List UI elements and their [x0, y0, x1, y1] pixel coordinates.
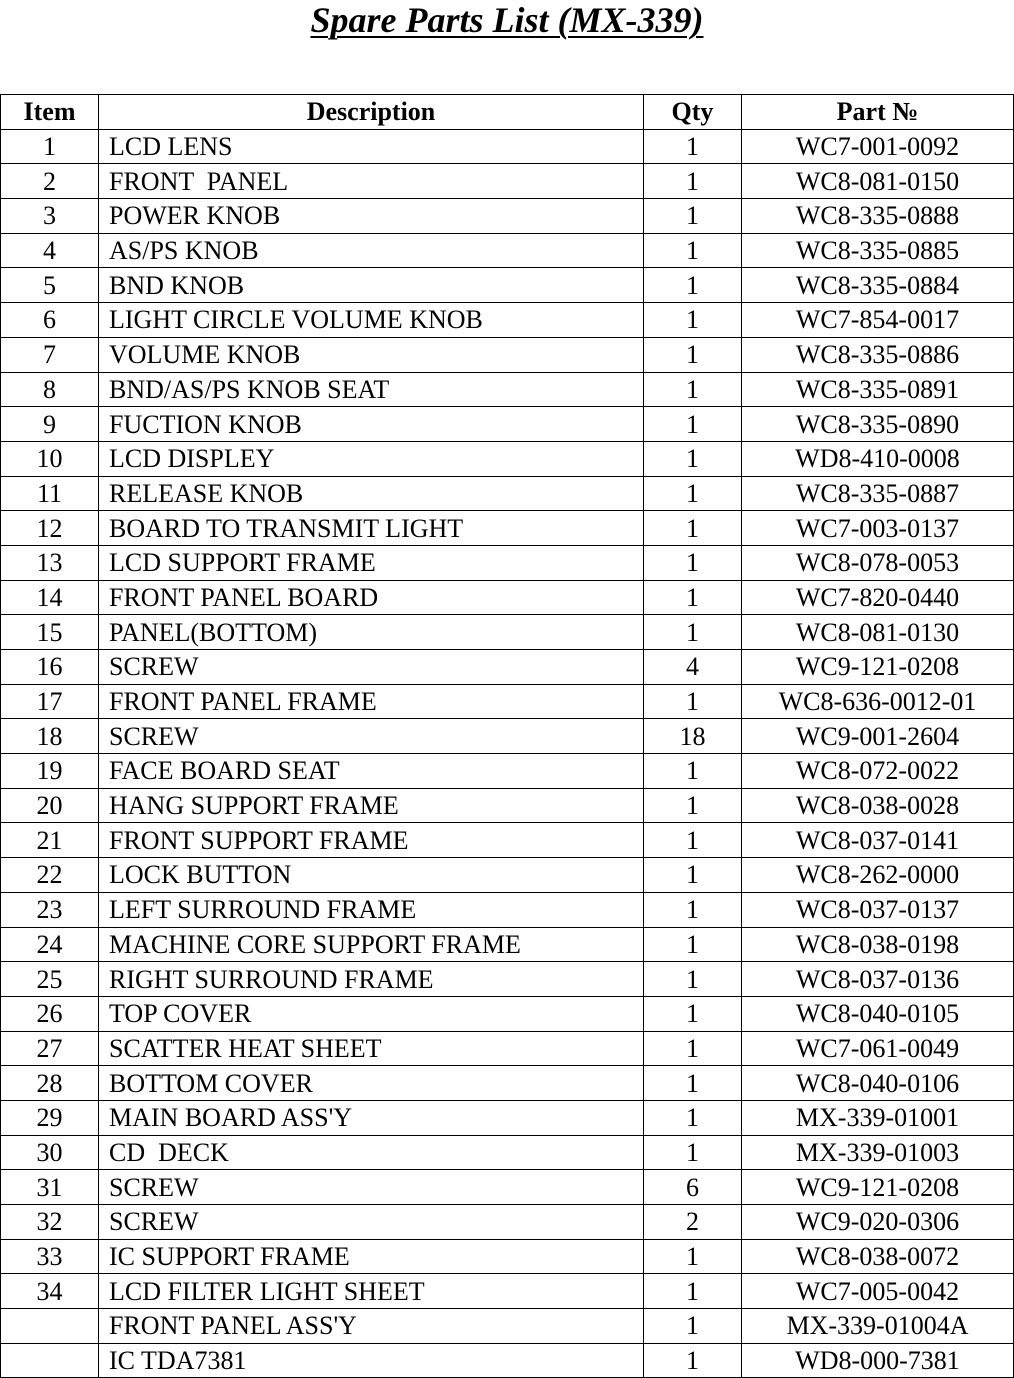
cell-description: SCREW	[99, 1205, 644, 1240]
cell-part-number: WC8-037-0141	[742, 823, 1014, 858]
cell-item: 17	[1, 684, 99, 719]
cell-description: BND/AS/PS KNOB SEAT	[99, 372, 644, 407]
cell-part-number: WC8-335-0890	[742, 407, 1014, 442]
cell-item: 34	[1, 1274, 99, 1309]
cell-part-number: WC7-001-0092	[742, 129, 1014, 164]
cell-qty: 18	[644, 719, 742, 754]
cell-part-number: WC8-037-0137	[742, 892, 1014, 927]
cell-qty: 1	[644, 199, 742, 234]
table-row	[1, 788, 1014, 823]
cell-description: MAIN BOARD ASS'Y	[99, 1100, 644, 1135]
table-row	[1, 996, 1014, 1031]
cell-description: BOARD TO TRANSMIT LIGHT	[99, 511, 644, 546]
cell-description: LIGHT CIRCLE VOLUME KNOB	[99, 303, 644, 338]
cell-part-number: WC8-335-0887	[742, 476, 1014, 511]
table-header-row	[1, 95, 1014, 130]
cell-part-number: WC8-040-0105	[742, 996, 1014, 1031]
cell-part-number: WC8-078-0053	[742, 545, 1014, 580]
cell-description: VOLUME KNOB	[99, 337, 644, 372]
cell-part-number: MX-339-01004A	[742, 1309, 1014, 1344]
cell-item: 19	[1, 754, 99, 789]
cell-qty: 1	[644, 511, 742, 546]
cell-qty: 1	[644, 1066, 742, 1101]
cell-part-number: WC7-820-0440	[742, 580, 1014, 615]
cell-qty: 1	[644, 164, 742, 199]
table-row	[1, 858, 1014, 893]
cell-part-number: WC8-335-0888	[742, 199, 1014, 234]
cell-part-number: WC9-001-2604	[742, 719, 1014, 754]
cell-qty: 4	[644, 650, 742, 685]
table-row	[1, 892, 1014, 927]
cell-part-number: WC8-040-0106	[742, 1066, 1014, 1101]
table-row	[1, 1239, 1014, 1274]
cell-description: PANEL(BOTTOM)	[99, 615, 644, 650]
cell-qty: 6	[644, 1170, 742, 1205]
table-row	[1, 199, 1014, 234]
cell-qty: 1	[644, 372, 742, 407]
cell-qty: 1	[644, 337, 742, 372]
cell-part-number: WC8-636-0012-01	[742, 684, 1014, 719]
cell-qty: 1	[644, 1309, 742, 1344]
cell-item: 16	[1, 650, 99, 685]
cell-part-number: WC9-121-0208	[742, 1170, 1014, 1205]
cell-item: 15	[1, 615, 99, 650]
header-qty: Qty	[644, 95, 742, 130]
table-row	[1, 962, 1014, 997]
cell-part-number: WC8-038-0072	[742, 1239, 1014, 1274]
table-row	[1, 1100, 1014, 1135]
table-row	[1, 164, 1014, 199]
table-row	[1, 684, 1014, 719]
cell-item: 10	[1, 441, 99, 476]
cell-item: 13	[1, 545, 99, 580]
table-row	[1, 372, 1014, 407]
cell-part-number: WC8-335-0885	[742, 233, 1014, 268]
cell-item: 14	[1, 580, 99, 615]
cell-qty: 1	[644, 407, 742, 442]
cell-description: FRONT SUPPORT FRAME	[99, 823, 644, 858]
cell-item: 26	[1, 996, 99, 1031]
cell-qty: 1	[644, 545, 742, 580]
cell-part-number: WC7-061-0049	[742, 1031, 1014, 1066]
cell-item: 23	[1, 892, 99, 927]
table-row	[1, 1170, 1014, 1205]
table-row	[1, 545, 1014, 580]
cell-part-number: WD8-410-0008	[742, 441, 1014, 476]
cell-qty: 1	[644, 1031, 742, 1066]
table-row	[1, 129, 1014, 164]
cell-description: SCREW	[99, 650, 644, 685]
table-row	[1, 1135, 1014, 1170]
cell-item: 18	[1, 719, 99, 754]
table-row	[1, 1031, 1014, 1066]
cell-part-number: WC7-003-0137	[742, 511, 1014, 546]
cell-qty: 2	[644, 1205, 742, 1240]
table-row	[1, 719, 1014, 754]
cell-part-number: WC8-038-0198	[742, 927, 1014, 962]
cell-description: LOCK BUTTON	[99, 858, 644, 893]
table-row	[1, 927, 1014, 962]
cell-item: 31	[1, 1170, 99, 1205]
cell-item: 30	[1, 1135, 99, 1170]
table-row	[1, 1066, 1014, 1101]
cell-item: 1	[1, 129, 99, 164]
page-title: Spare Parts List (MX-339)	[310, 0, 704, 40]
cell-description: HANG SUPPORT FRAME	[99, 788, 644, 823]
cell-qty: 1	[644, 233, 742, 268]
cell-part-number: WC7-854-0017	[742, 303, 1014, 338]
cell-item: 12	[1, 511, 99, 546]
cell-description: RELEASE KNOB	[99, 476, 644, 511]
table-row	[1, 615, 1014, 650]
cell-item: 3	[1, 199, 99, 234]
cell-qty: 1	[644, 1239, 742, 1274]
cell-part-number: WC9-020-0306	[742, 1205, 1014, 1240]
table-row	[1, 1309, 1014, 1344]
table-row	[1, 407, 1014, 442]
cell-description: BND KNOB	[99, 268, 644, 303]
cell-description: POWER KNOB	[99, 199, 644, 234]
table-row	[1, 1274, 1014, 1309]
cell-part-number: WC9-121-0208	[742, 650, 1014, 685]
cell-description: AS/PS KNOB	[99, 233, 644, 268]
table-row	[1, 511, 1014, 546]
cell-item: 27	[1, 1031, 99, 1066]
table-row	[1, 268, 1014, 303]
cell-description: IC SUPPORT FRAME	[99, 1239, 644, 1274]
cell-item: 29	[1, 1100, 99, 1135]
cell-description: LCD DISPLEY	[99, 441, 644, 476]
cell-item: 28	[1, 1066, 99, 1101]
cell-item: 6	[1, 303, 99, 338]
cell-item: 9	[1, 407, 99, 442]
table-row	[1, 476, 1014, 511]
cell-description: FRONT PANEL	[99, 164, 644, 199]
cell-description: LEFT SURROUND FRAME	[99, 892, 644, 927]
cell-description: RIGHT SURROUND FRAME	[99, 962, 644, 997]
cell-item: 25	[1, 962, 99, 997]
cell-description: FRONT PANEL BOARD	[99, 580, 644, 615]
cell-qty: 1	[644, 268, 742, 303]
cell-qty: 1	[644, 996, 742, 1031]
cell-description: LCD SUPPORT FRAME	[99, 545, 644, 580]
cell-part-number: WC8-262-0000	[742, 858, 1014, 893]
cell-item: 24	[1, 927, 99, 962]
table-row	[1, 754, 1014, 789]
cell-qty: 1	[644, 892, 742, 927]
cell-description: SCATTER HEAT SHEET	[99, 1031, 644, 1066]
cell-qty: 1	[644, 441, 742, 476]
cell-description: SCREW	[99, 1170, 644, 1205]
cell-qty: 1	[644, 684, 742, 719]
cell-qty: 1	[644, 1343, 742, 1378]
cell-qty: 1	[644, 858, 742, 893]
cell-item: 4	[1, 233, 99, 268]
table-row	[1, 441, 1014, 476]
spare-parts-table	[0, 94, 1014, 1378]
cell-part-number: MX-339-01003	[742, 1135, 1014, 1170]
cell-item: 21	[1, 823, 99, 858]
cell-qty: 1	[644, 962, 742, 997]
cell-qty: 1	[644, 1100, 742, 1135]
cell-qty: 1	[644, 1274, 742, 1309]
cell-part-number: WD8-000-7381	[742, 1343, 1014, 1378]
cell-item: 32	[1, 1205, 99, 1240]
cell-part-number: WC8-072-0022	[742, 754, 1014, 789]
cell-item: 8	[1, 372, 99, 407]
cell-description: FUCTION KNOB	[99, 407, 644, 442]
cell-description: MACHINE CORE SUPPORT FRAME	[99, 927, 644, 962]
cell-qty: 1	[644, 580, 742, 615]
cell-description: SCREW	[99, 719, 644, 754]
cell-qty: 1	[644, 303, 742, 338]
cell-part-number: WC8-037-0136	[742, 962, 1014, 997]
cell-description: BOTTOM COVER	[99, 1066, 644, 1101]
cell-part-number: MX-339-01001	[742, 1100, 1014, 1135]
header-description: Description	[99, 95, 644, 130]
cell-description: TOP COVER	[99, 996, 644, 1031]
cell-qty: 1	[644, 788, 742, 823]
table-row	[1, 580, 1014, 615]
cell-qty: 1	[644, 1135, 742, 1170]
cell-item: 11	[1, 476, 99, 511]
cell-description: IC TDA7381	[99, 1343, 644, 1378]
cell-item: 5	[1, 268, 99, 303]
cell-qty: 1	[644, 927, 742, 962]
table-row	[1, 650, 1014, 685]
header-item: Item	[1, 95, 99, 130]
table-body	[1, 129, 1014, 1378]
cell-part-number: WC7-005-0042	[742, 1274, 1014, 1309]
cell-part-number: WC8-038-0028	[742, 788, 1014, 823]
cell-part-number: WC8-335-0886	[742, 337, 1014, 372]
cell-description: CD DECK	[99, 1135, 644, 1170]
cell-description: LCD LENS	[99, 129, 644, 164]
cell-item: 22	[1, 858, 99, 893]
table-row	[1, 337, 1014, 372]
cell-description: FRONT PANEL ASS'Y	[99, 1309, 644, 1344]
cell-item: 33	[1, 1239, 99, 1274]
table-row	[1, 303, 1014, 338]
cell-part-number: WC8-081-0150	[742, 164, 1014, 199]
cell-item: 20	[1, 788, 99, 823]
cell-qty: 1	[644, 823, 742, 858]
cell-description: LCD FILTER LIGHT SHEET	[99, 1274, 644, 1309]
table-row	[1, 823, 1014, 858]
cell-qty: 1	[644, 129, 742, 164]
cell-item: 2	[1, 164, 99, 199]
cell-qty: 1	[644, 476, 742, 511]
cell-description: FACE BOARD SEAT	[99, 754, 644, 789]
cell-qty: 1	[644, 754, 742, 789]
cell-part-number: WC8-081-0130	[742, 615, 1014, 650]
cell-part-number: WC8-335-0884	[742, 268, 1014, 303]
table-row	[1, 1205, 1014, 1240]
table-row	[1, 233, 1014, 268]
cell-qty: 1	[644, 615, 742, 650]
cell-item: 7	[1, 337, 99, 372]
header-part-number: Part №	[742, 95, 1014, 130]
cell-item	[1, 1309, 99, 1344]
cell-part-number: WC8-335-0891	[742, 372, 1014, 407]
cell-description: FRONT PANEL FRAME	[99, 684, 644, 719]
